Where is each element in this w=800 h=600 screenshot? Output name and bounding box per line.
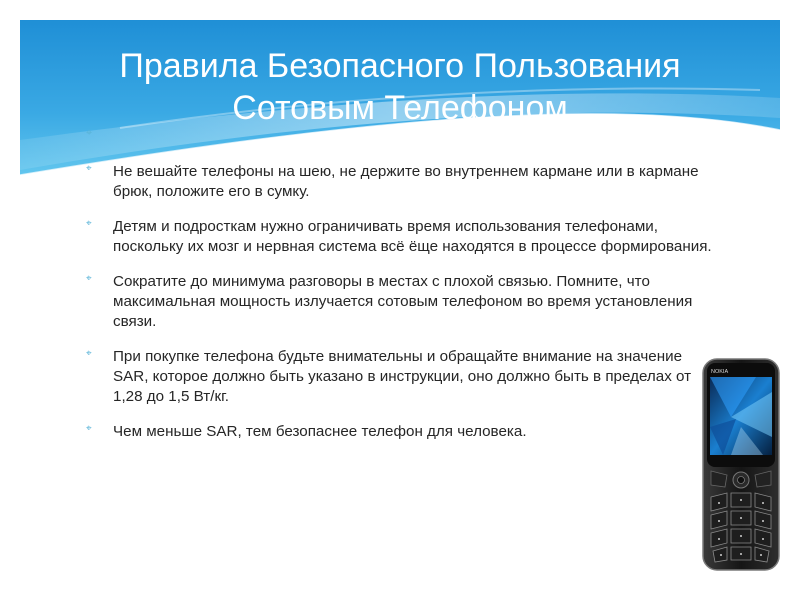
bullet-text: Чем меньше SAR, тем безопаснее телефон для человека.: [113, 423, 527, 440]
bullet-item: [86, 422, 726, 442]
bullet-item: [86, 217, 726, 257]
bullet-text: Сократите до минимума разговоры в местах с плохой связью. Помните, что максимальная мощность излучается сотовым телефоном во время установления связи.: [113, 273, 693, 330]
bullet-item: [86, 347, 729, 407]
slide-title-line-1: Правила Безопасного Пользования: [119, 47, 681, 85]
bullet-icon: ⌖: [86, 163, 92, 174]
bullet-icon: ⌖: [86, 348, 92, 359]
phone-image: [701, 357, 781, 572]
phone-navigation-center: [738, 477, 745, 484]
slide-title: [55, 45, 745, 129]
slide-title-line-2: Сотовым Телефоном: [232, 89, 568, 127]
bullet-item: [86, 272, 726, 332]
bullet-text: Детям и подросткам нужно ограничивать время использования телефонами, поскольку их мозг и нервная система всё ёще находятся в процессе формирования.: [113, 218, 712, 255]
bullet-icon: ⌖: [86, 218, 92, 229]
phone-brand-label: NOKIA: [711, 369, 729, 375]
empty-bullet-icon: ⌖: [86, 126, 93, 139]
bullet-text: Не вешайте телефоны на шею, не держите во внутреннем кармане или в кармане брюк, положите его в сумку.: [113, 163, 699, 200]
bullet-icon: ⌖: [86, 423, 92, 434]
bullet-text: При покупке телефона будьте внимательны и обращайте внимание на значение SAR, которое должно быть указано в инструкции, оно должно быть в пределах от 1,28 до 1,5 Вт/кг.: [113, 348, 692, 405]
bullet-list: [86, 162, 729, 457]
bullet-item: [86, 162, 726, 202]
bullet-icon: ⌖: [86, 273, 92, 284]
